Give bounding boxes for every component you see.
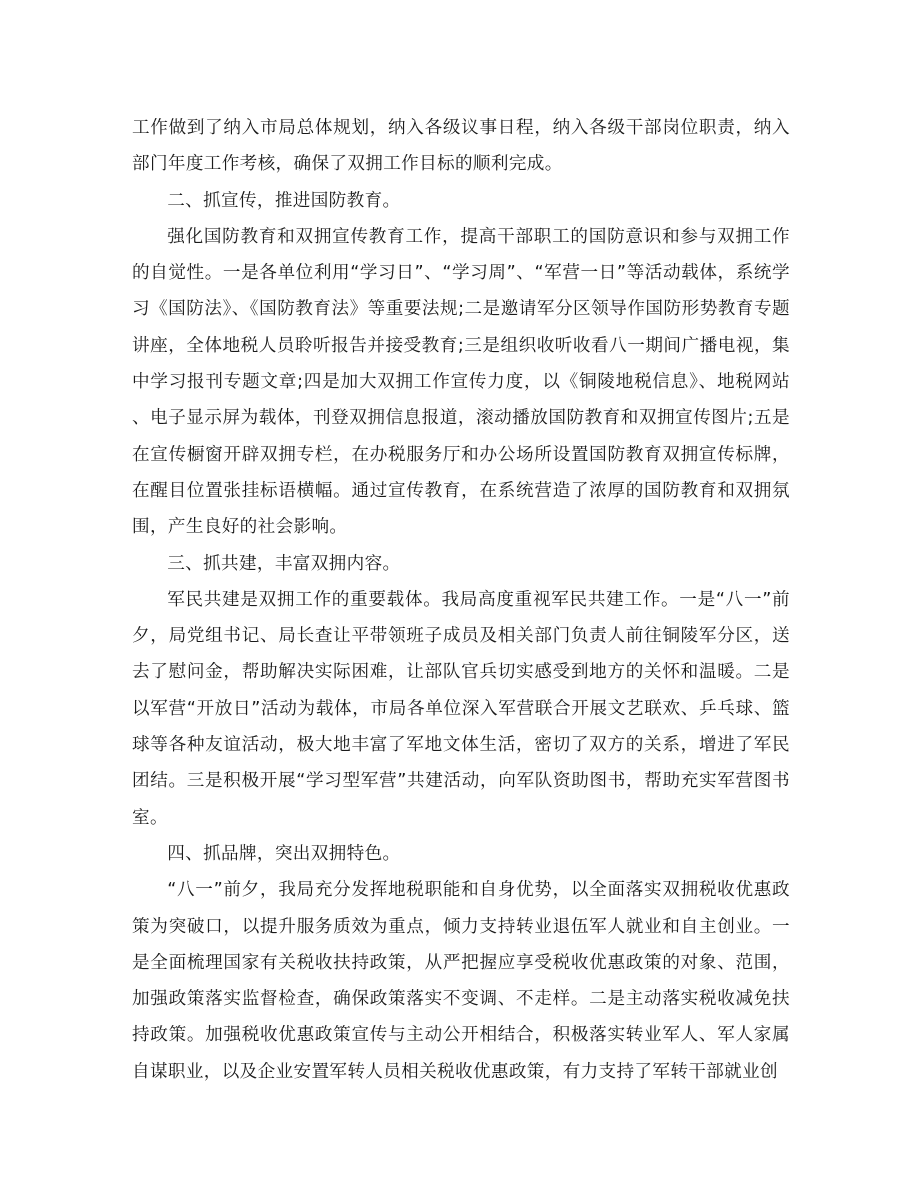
section-heading-2: 二、抓宣传，推进国防教育。 xyxy=(167,190,401,211)
section-heading-3: 三、抓共建，丰富双拥内容。 xyxy=(167,553,401,574)
section-heading-4: 四、抓品牌，突出双拥特色。 xyxy=(167,843,401,864)
paragraph-brand: “八一”前夕，我局充分发挥地税职能和自身优势，以全面落实双拥税收优惠政策为突破口，以提升服务质效为重点，倾力支持转业退伍军人就业和自主创业。一是全面梳理国家有关税收扶持政策，从严把握应享受税收优惠政策的对象、范围，加强政策落实监督检查，确保政策落实不变调、不走样。二是主动落实税收减免扶持政策。加强税收优惠政策宣传与主动公开相结合，积极落实转业军人、军人家属自谋职业，以及企业安置军转人员相关税收优惠政策，有力支持了军转干部就业创 xyxy=(132,880,790,1082)
paragraph-propaganda: 强化国防教育和双拥宣传教育工作，提高干部职工的国防意识和参与双拥工作的自觉性。一是各单位利用“学习日”、“学习周”、“军营一日”等活动载体，系统学习《国防法》、《国防教育法》等重要法规;二是邀请军分区领导作国防形势教育专题讲座，全体地税人员聆听报告并接受教育;三是组织收听收看八一期间广播电视，集中学习报刊专题文章;四是加大双拥工作宣传力度，以《铜陵地税信息》、地税网站、电子显示屏为载体，刊登双拥信息报道，滚动播放国防教育和双拥宣传图片;五是在宣传橱窗开辟双拥专栏，在办税服务厅和办公场所设置国防教育双拥宣传标牌，在醒目位置张挂标语横幅。通过宣传教育，在系统营造了浓厚的国防教育和双拥氛围，产生良好的社会影响。 xyxy=(132,226,790,538)
paragraph-continuation: 工作做到了纳入市局总体规划，纳入各级议事日程，纳入各级干部岗位职责，纳入部门年度工作考核，确保了双拥工作目标的顺利完成。 xyxy=(132,118,790,175)
document-body xyxy=(132,110,790,1090)
paragraph-joint-construction: 军民共建是双拥工作的重要载体。我局高度重视军民共建工作。一是“八一”前夕，局党组书记、局长查让平带领班子成员及相关部门负责人前往铜陵军分区，送去了慰问金，帮助解决实际困难，让部队官兵切实感受到地方的关怀和温暖。二是以军营“开放日”活动为载体，市局各单位深入军营联合开展文艺联欢、乒乓球、篮球等各种友谊活动，极大地丰富了军地文体生活，密切了双方的关系，增进了军民团结。三是积极开展“学习型军营”共建活动，向军队资助图书，帮助充实军营图书室。 xyxy=(132,589,790,828)
